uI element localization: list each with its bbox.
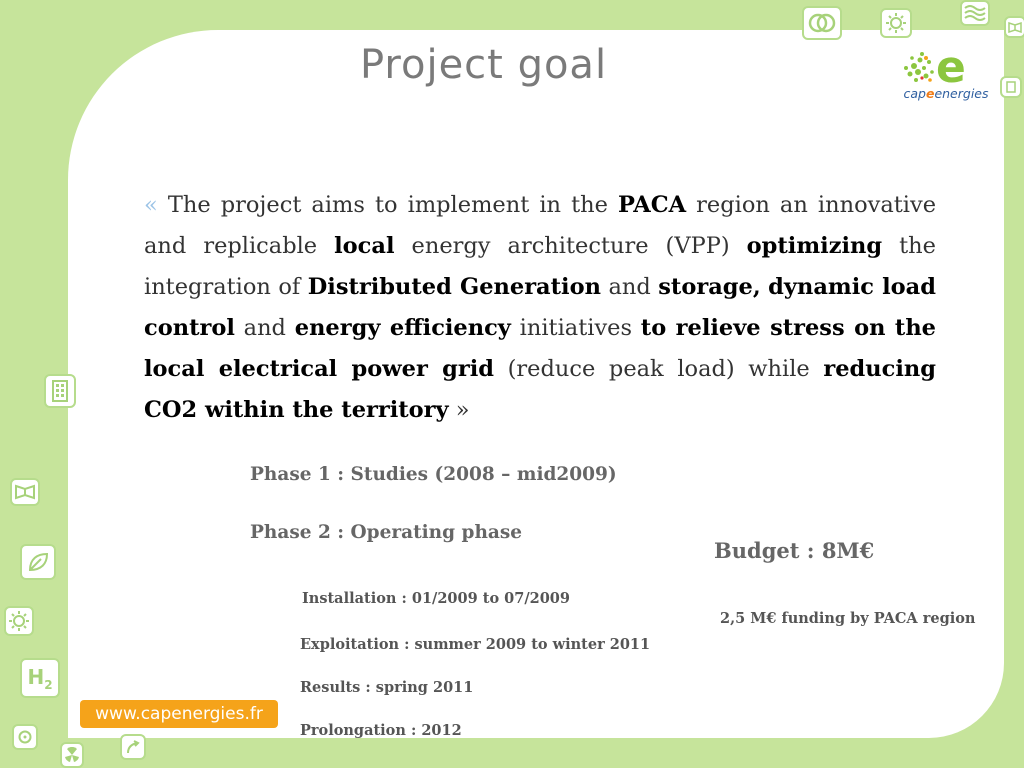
- rings-icon: [802, 6, 842, 40]
- waves-icon: [960, 0, 990, 26]
- phase-1-text: Phase 1 : Studies (2008 – mid2009): [250, 464, 617, 485]
- building-icon: [44, 374, 76, 408]
- capenergies-logo: [896, 44, 996, 106]
- book-icon: [10, 478, 40, 506]
- installation-text: Installation : 01/2009 to 07/2009: [302, 590, 570, 607]
- budget-text: Budget : 8M€: [714, 538, 875, 563]
- website-link[interactable]: www.capenergies.fr: [80, 700, 278, 728]
- logo-wordmark: capeenergies: [903, 86, 989, 101]
- sun-icon: [880, 8, 912, 38]
- book-icon: [1004, 16, 1024, 38]
- leaf-icon: [20, 544, 56, 580]
- results-text: Results : spring 2011: [300, 679, 474, 696]
- project-goal-quote: « The project aims to implement in the PACA region an innovative and replicable local energy architecture (VPP) optimizing the integration of Distributed Generation and storage, dynamic load control and energy efficiency initiatives to relieve stress on the local electrical power grid (reduce peak load) while reducing CO2 within the territory »: [144, 192, 937, 423]
- building-icon: [1000, 76, 1022, 98]
- radiation-icon: [60, 742, 84, 768]
- svg-text:e: e: [936, 44, 966, 90]
- hydrogen-icon: $H_2$: [20, 658, 60, 698]
- prolongation-text: Prolongation : 2012: [300, 722, 462, 739]
- sun-icon: [4, 606, 34, 636]
- arrow-icon: [120, 734, 146, 760]
- funding-text: 2,5 M€ funding by PACA region: [720, 610, 976, 627]
- recycle-icon: [12, 724, 38, 750]
- phase-2-text: Phase 2 : Operating phase: [250, 522, 523, 543]
- page-title: Project goal: [360, 42, 608, 88]
- exploitation-text: Exploitation : summer 2009 to winter 2011: [300, 636, 651, 653]
